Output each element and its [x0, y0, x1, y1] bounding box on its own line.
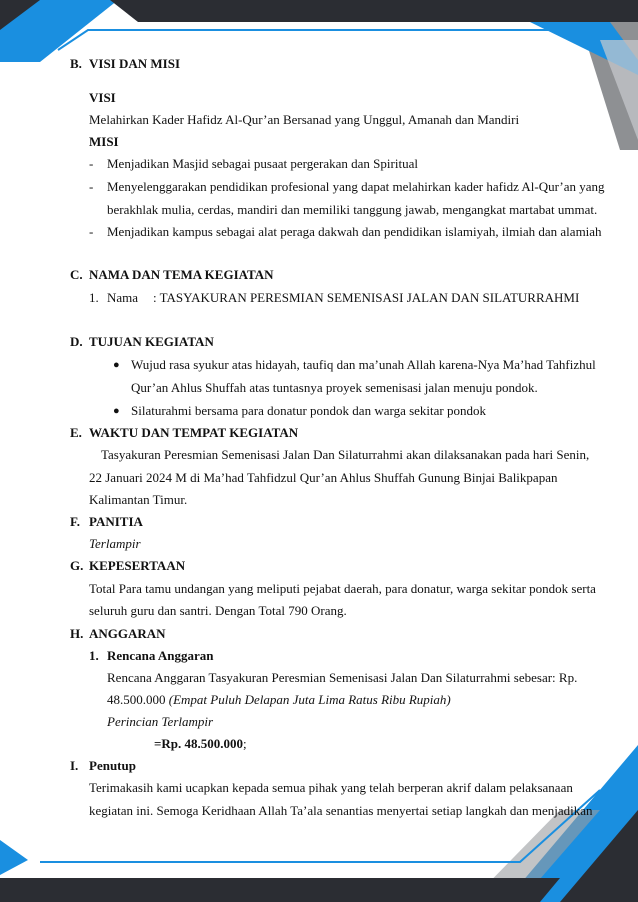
section-c-letter: C.: [70, 267, 83, 282]
anggaran-sub-title: Rencana Anggaran: [107, 648, 214, 663]
tujuan-item-cont: Qur’an Ahlus Shuffah atas tuntasnya proyek semenisasi jalan menuju pondok.: [131, 380, 538, 395]
tujuan-item: Wujud rasa syukur atas hidayah, taufiq dan ma’unah Allah karena-Nya Ma’had Tahfizhul: [131, 357, 596, 372]
anggaran-amount-line: [107, 692, 451, 708]
section-f-title: PANITIA: [89, 514, 143, 529]
misi-item: Menjadikan Masjid sebagai pusaat pergerakan dan Spiritual: [107, 156, 418, 171]
misi-item: Menyelenggarakan pendidikan profesional yang dapat melahirkan kader hafidz Al-Qur’an yang: [107, 179, 605, 194]
section-d-letter: D.: [70, 334, 83, 349]
visi-text: Melahirkan Kader Hafidz Al-Qur’an Bersanad yang Unggul, Amanah dan Mandiri: [89, 112, 520, 127]
bullet-dot: ●: [113, 405, 120, 417]
misi-dash: -: [89, 179, 94, 194]
anggaran-text: Rencana Anggaran Tasyakuran Peresmian Semenisasi Jalan Dan Silaturrahmi sebesar: Rp.: [107, 670, 578, 685]
panitia-text: Terlampir: [89, 536, 141, 551]
section-i-letter: I.: [70, 758, 79, 773]
anggaran-amount-words: (Empat Puluh Delapan Juta Lima Ratus Ribu Rupiah): [168, 692, 451, 707]
misi-item: Menjadikan kampus sebagai alat peraga dakwah dan pendidikan islamiyah, ilmiah dan alamiah: [107, 224, 602, 239]
anggaran-total-suffix: ;: [243, 736, 247, 751]
kepesertaan-text: Total Para tamu undangan yang meliputi pejabat daerah, para donatur, warga sekitar pondok serta: [89, 581, 596, 596]
misi-item-cont: berakhlak mulia, cerdas, mandiri dan memiliki tanggung jawab, mengangkat martabat ummat.: [107, 202, 598, 217]
waktu-text-cont: 22 Januari 2024 M di Ma’had Tahfidzul Qur’an Ahlus Shuffah Gunung Binjai Balikpapan: [89, 470, 558, 485]
nama-number: 1.: [89, 290, 99, 305]
kepesertaan-text-cont: seluruh guru dan santri. Dengan Total 790 Orang.: [89, 603, 347, 618]
misi-label: MISI: [89, 134, 119, 149]
anggaran-amount: 48.500.000: [107, 692, 166, 707]
misi-dash: -: [89, 156, 94, 171]
section-h-title: ANGGARAN: [89, 626, 166, 641]
section-h-letter: H.: [70, 626, 84, 641]
waktu-text-cont: Kalimantan Timur.: [89, 492, 188, 507]
section-e-letter: E.: [70, 425, 82, 440]
section-b-title: VISI DAN MISI: [89, 56, 181, 71]
visi-label: VISI: [89, 90, 116, 105]
anggaran-sub-number: 1.: [89, 648, 99, 663]
nama-value: : TASYAKURAN PERESMIAN SEMENISASI JALAN DAN SILATURRAHMI: [153, 290, 580, 305]
section-i-title: Penutup: [89, 758, 136, 773]
perincian-text: Perincian Terlampir: [107, 714, 214, 729]
waktu-text: Tasyakuran Peresmian Semenisasi Jalan Dan Silaturrahmi akan dilaksanakan pada hari Senin,: [101, 447, 590, 462]
section-g-title: KEPESERTAAN: [89, 558, 186, 573]
anggaran-total: [154, 736, 247, 752]
section-f-letter: F.: [70, 514, 80, 529]
tujuan-item: Silaturahmi bersama para donatur pondok dan warga sekitar pondok: [131, 403, 486, 418]
section-e-title: WAKTU DAN TEMPAT KEGIATAN: [89, 425, 299, 440]
nama-label: Nama: [107, 290, 139, 305]
misi-dash: -: [89, 224, 94, 239]
anggaran-total-amount: =Rp. 48.500.000: [154, 736, 244, 751]
section-c-title: NAMA DAN TEMA KEGIATAN: [89, 267, 274, 282]
section-g-letter: G.: [70, 558, 84, 573]
section-d-title: TUJUAN KEGIATAN: [89, 334, 214, 349]
bullet-dot: ●: [113, 359, 120, 371]
penutup-text-cont: kegiatan ini. Semoga Keridhaan Allah Ta’ala senantias menyertai setiap langkah dan menjadikan: [89, 803, 593, 818]
penutup-text: Terimakasih kami ucapkan kepada semua pihak yang telah berperan akrif dalam pelaksanaan: [89, 780, 573, 795]
section-b-letter: B.: [70, 56, 82, 71]
